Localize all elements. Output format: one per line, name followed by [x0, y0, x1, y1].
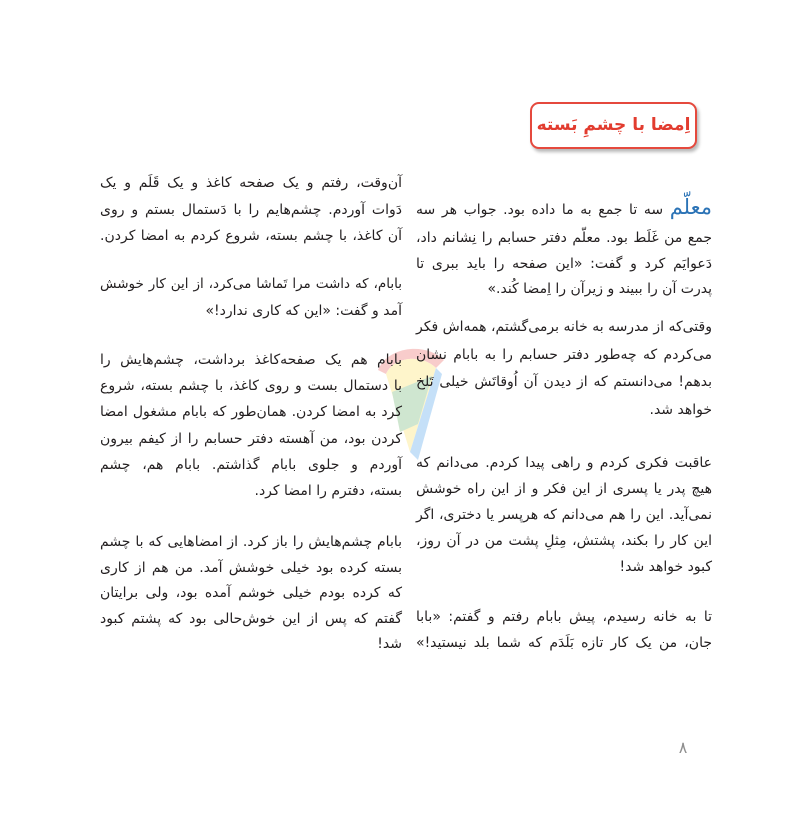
text-line: جمع من غَلَط بود. معلّم دفتر حسابم را نِشانم داد،: [416, 230, 712, 246]
text-line: آن‌وقت، رفتم و یک صفحه کاغذ و یک قَلَم و یک: [100, 175, 402, 191]
text-line: بابام چشم‌هایش را باز کرد. از امضاهایی که با چشم: [100, 534, 402, 550]
text-line: گفتم که پس از این خوش‌حالی بود که پشتم کبود: [100, 610, 402, 627]
text-line: هیچ پدر یا پسری از این فکر و از این راه خوشش: [416, 481, 712, 497]
text-line: بسته، دفترم را امضا کرد.: [254, 483, 402, 500]
text-line: شد!: [377, 636, 402, 653]
text-line: کردن بود، من آهسته دفتر حسابم را از کیفم بیرون: [100, 430, 402, 447]
text-line: دَعوایَم کرد و گفت: «این صفحه را باید ببری تا: [416, 255, 712, 272]
page-number: ۸: [678, 738, 688, 757]
text-line: که کرده بودم خیلی خوشم آمده بود، ولی برایتان: [100, 585, 402, 602]
text-line: آن کاغذ، با چشم بسته، شروع کردم به امضا کردن.: [100, 228, 402, 244]
text-line: عاقبت فکری کردم و راهی پیدا کردم. می‌دانم که: [416, 455, 712, 471]
text-line: خواهد شد.: [649, 402, 712, 419]
lead-word: معلّم: [669, 195, 713, 219]
text-line: کبود خواهد شد!: [619, 559, 712, 575]
text-line: پدرت آن را ببیند و زیرآن را اِمضا کُند.»: [487, 281, 712, 297]
title-box: [530, 102, 697, 149]
text-line: کرد به امضا کردن. همان‌طور که بابام مشغول امضا: [100, 404, 402, 421]
paragraph: [416, 314, 712, 425]
paragraph: [416, 191, 712, 303]
text-line: با دستمال بست و روی کاغذ، با چشم بسته، شروع: [100, 378, 402, 395]
text-line: جان، من یک کار تازه بَلَدَم که شما بلد نیستید!»: [416, 635, 712, 651]
text-line: می‌کردم که چه‌طور دفتر حسابم را به بابام نشان: [416, 346, 712, 363]
text-line: تا به خانه رسیدم، پیش بابام رفتم و گفتم: «بابا: [416, 609, 712, 625]
paragraph: [100, 530, 402, 658]
paragraph: [100, 170, 402, 250]
text-line: بسته کرده بود خیلی خوشش آمد. من هم از کاری: [100, 559, 402, 576]
text-line: بابام هم یک صفحه‌کاغذ برداشت، چشم‌هایش را: [100, 352, 402, 368]
text-line: وقتی‌که از مدرسه به خانه برمی‌گشتم، همه‌اش فکر: [415, 319, 712, 335]
text-line: نمی‌آید. این را هم می‌دانم که هرپسر یا دختری، اگر: [416, 507, 712, 523]
text-line: بدهم! می‌دانستم که از دیدن آن اُوقاتَش خیلی تَلخ: [416, 374, 712, 391]
text-line: [416, 191, 712, 226]
text-line: این کار را بکند، پشتش، مِثلِ پشت من در آن روز،: [416, 533, 712, 549]
lesson-title: اِمضا با چشمِ بَسته: [536, 115, 691, 135]
paragraph: [416, 450, 712, 580]
text-line: آوردم و جلوی بابام گذاشتم. بابام هم، چشم: [100, 456, 402, 473]
text-line: بابام، که داشت مرا تَماشا می‌کرد، از این کار خوشش: [100, 276, 402, 292]
paragraph: [416, 604, 712, 656]
text-line: آمد و گفت: «این که کاری ندارد!»: [205, 303, 402, 319]
paragraph: [100, 271, 402, 325]
text-line-text: سه تا جمع به ما داده بود. جواب هر سه: [416, 202, 664, 218]
paragraph: [100, 347, 402, 504]
text-line: دَوات آوردم. چشم‌هایم را با دَستمال بستم و روی: [100, 201, 402, 218]
